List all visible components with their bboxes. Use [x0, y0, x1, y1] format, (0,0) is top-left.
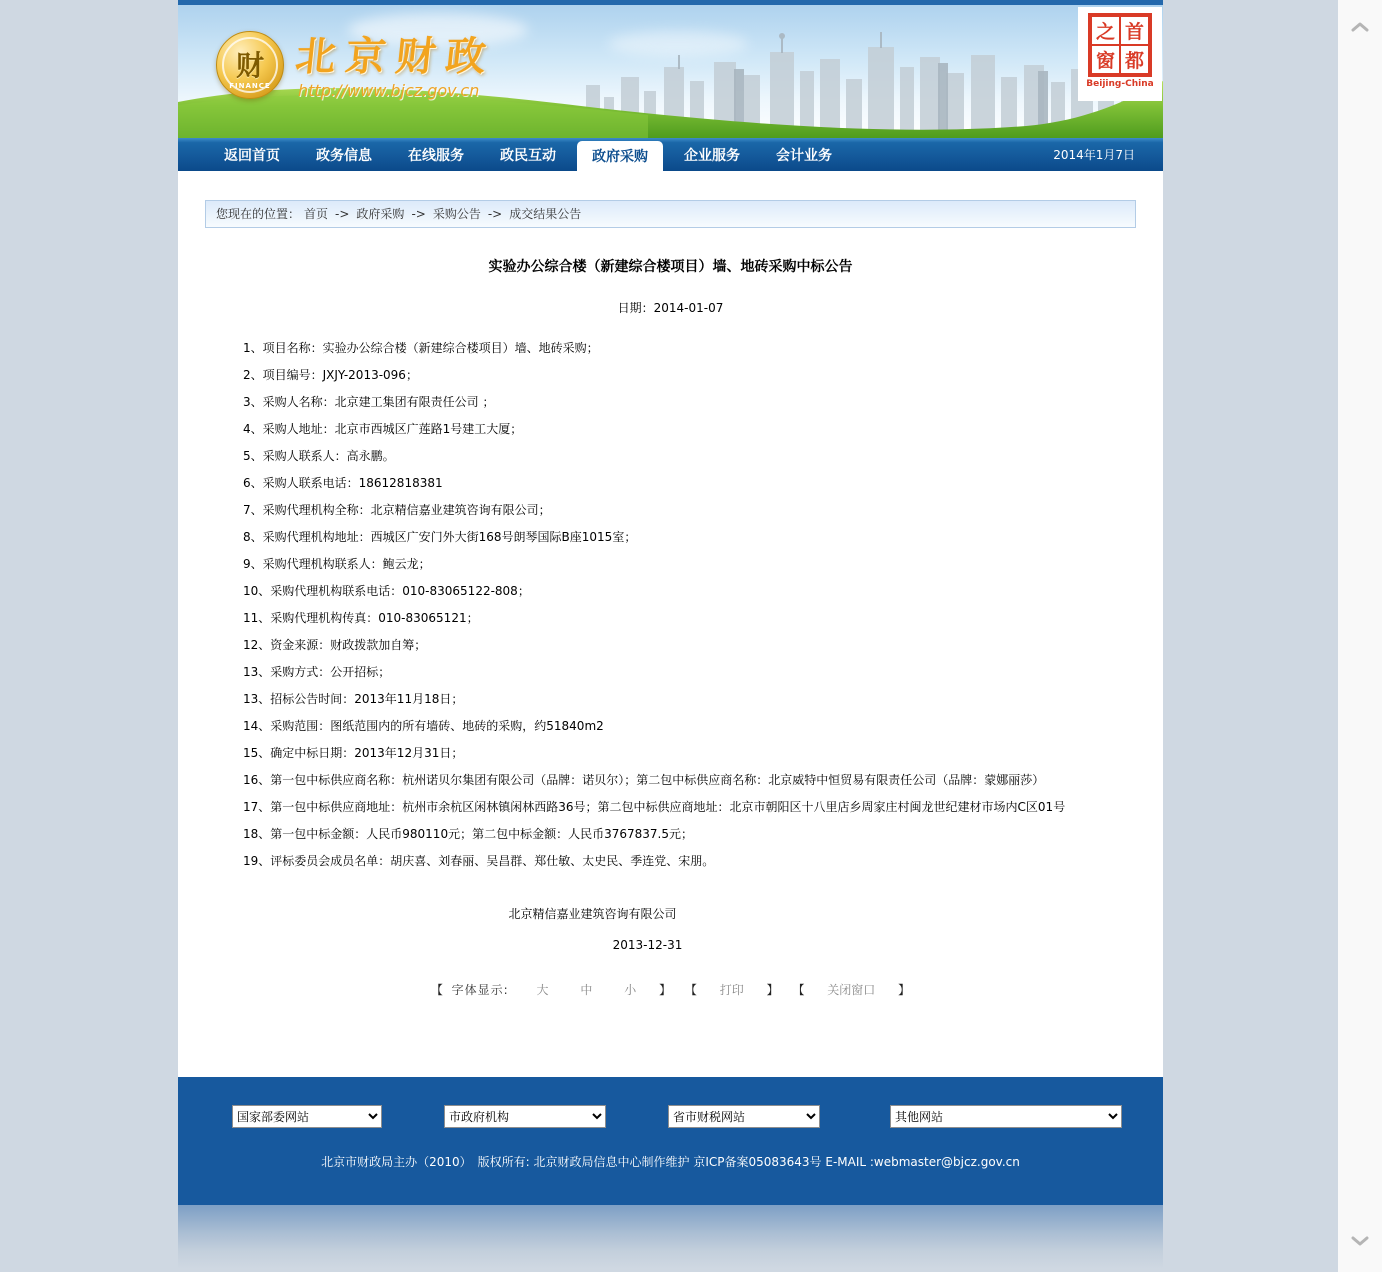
article-line: 13、采购方式：公开招标；	[243, 665, 391, 679]
vertical-scrollbar[interactable]	[1338, 0, 1382, 1272]
footer-site-select[interactable]	[232, 1105, 382, 1128]
article-line: 6、采购人联系电话：18612818381	[243, 476, 443, 490]
footer-link-selects	[178, 1105, 1163, 1129]
font-medium-link[interactable]: 中	[580, 983, 593, 997]
signature-date: 2013-12-31	[612, 938, 683, 952]
article-line: 3、采购人名称：北京建工集团有限责任公司 ；	[243, 395, 495, 409]
nav-item[interactable]: 企业服务	[684, 147, 740, 164]
signature-company: 北京精信嘉业建筑咨询有限公司	[508, 907, 677, 921]
close-window-link[interactable]: 关闭窗口	[827, 983, 876, 997]
article-controls	[178, 981, 1163, 998]
site-url: http://www.bjcz.gov.cn	[298, 81, 480, 100]
article-line: 4、采购人地址：北京市西城区广莲路1号建工大厦；	[243, 422, 523, 436]
breadcrumb-separator: ->	[335, 207, 350, 221]
announcement-article	[178, 199, 1163, 998]
article-line: 1、项目名称：实验办公综合楼（新建综合楼项目）墙、地砖采购；	[243, 341, 599, 355]
footer-copyright: 北京市财政局主办（2010） 版权所有: 北京财政局信息中心制作维护 京ICP备案05083643号 E-MAIL :webmaster@bjcz.gov.cn	[321, 1155, 1020, 1169]
article-line: 17、第一包中标供应商地址：杭州市余杭区闲林镇闲林西路36号；第二包中标供应商地址：北京市朝阳区十八里店乡周家庄村闽龙世纪建材市场内C区01号	[243, 800, 1066, 814]
breadcrumb-prefix: 您现在的位置：	[216, 207, 301, 221]
nav-item[interactable]: 政务信息	[316, 147, 372, 164]
breadcrumb-link[interactable]: 首页	[304, 207, 329, 221]
footer-site-select[interactable]	[890, 1105, 1122, 1128]
article-line: 13、招标公告时间：2013年11月18日；	[243, 692, 464, 706]
seal-caption: Beijing-China	[1086, 79, 1154, 89]
seal-character: 窗	[1091, 45, 1120, 74]
footer-site-select[interactable]	[444, 1105, 606, 1128]
article-line: 2、项目编号：JXJY-2013-096；	[243, 368, 418, 382]
article-line: 15、确定中标日期：2013年12月31日；	[243, 746, 464, 760]
article-line: 8、采购代理机构地址：西城区广安门外大街168号朗琴国际B座1015室；	[243, 530, 637, 544]
footer-site-select[interactable]	[668, 1105, 820, 1128]
nav-item[interactable]: 会计业务	[776, 147, 832, 164]
main-nav	[178, 138, 1163, 171]
nav-item[interactable]: 返回首页	[224, 147, 280, 164]
scroll-up-icon[interactable]	[1338, 10, 1382, 44]
nav-item[interactable]: 在线服务	[408, 147, 464, 164]
font-small-link[interactable]: 小	[624, 983, 637, 997]
scroll-down-icon[interactable]	[1338, 1224, 1382, 1258]
breadcrumb-separator: ->	[411, 207, 426, 221]
breadcrumb-items	[304, 207, 581, 221]
seal-character: 首	[1120, 16, 1149, 45]
finance-logo-character: 财	[235, 49, 264, 82]
print-link[interactable]: 打印	[719, 983, 744, 997]
article-line: 14、采购范围：图纸范围内的所有墙砖、地砖的采购，约51840m2	[243, 719, 604, 733]
article-line: 19、评标委员会成员名单：胡庆喜、刘春丽、吴昌群、郑仕敏、太史民、季连党、宋朋。	[243, 854, 715, 868]
article-line: 18、第一包中标金额：人民币980110元；第二包中标金额：人民币3767837.5元；	[243, 827, 693, 841]
finance-logo-caption: FINANCE	[229, 82, 271, 90]
seal-character: 之	[1091, 16, 1120, 45]
main-content	[178, 171, 1163, 1077]
article-line: 16、第一包中标供应商名称：杭州诺贝尔集团有限公司（品牌：诺贝尔）；第二包中标供应商名称：北京威特中恒贸易有限责任公司（品牌：蒙娜丽莎）	[243, 773, 1045, 787]
finance-logo-medal[interactable]	[216, 31, 284, 99]
page-column	[178, 0, 1163, 1269]
seal-character: 都	[1120, 45, 1149, 74]
breadcrumb-link[interactable]: 采购公告	[432, 207, 481, 221]
article-line: 7、采购代理机构全称：北京精信嘉业建筑咨询有限公司；	[243, 503, 551, 517]
bracket-open: 【	[430, 983, 443, 997]
nav-date: 2014年1月7日	[1053, 148, 1135, 162]
bracket-open: 【	[684, 983, 697, 997]
bracket-close: 】	[898, 983, 911, 997]
nav-item[interactable]: 政民互动	[500, 147, 556, 164]
main-nav-items	[178, 138, 850, 171]
site-footer	[178, 1077, 1163, 1205]
article-body	[178, 335, 1163, 875]
bracket-open: 【	[792, 983, 805, 997]
breadcrumb-link[interactable]: 政府采购	[356, 207, 405, 221]
article-title: 实验办公综合楼（新建综合楼项目）墙、地砖采购中标公告	[488, 259, 853, 275]
article-date: 日期：2014-01-07	[617, 301, 724, 315]
breadcrumb-separator: ->	[487, 207, 503, 221]
footer-reflection-fade	[178, 1205, 1163, 1269]
article-line: 11、采购代理机构传真：010-83065121；	[243, 611, 479, 625]
font-size-label: 字体显示:	[451, 983, 509, 997]
breadcrumb	[205, 200, 1136, 228]
bracket-close: 】	[766, 983, 779, 997]
article-line: 10、采购代理机构联系电话：010-83065122-808；	[243, 584, 530, 598]
capital-window-seal-icon	[1088, 13, 1152, 77]
article-line: 12、资金来源：财政拨款加自筹；	[243, 638, 427, 652]
article-line: 9、采购代理机构联系人：鲍云龙；	[243, 557, 431, 571]
site-title: 北京财政	[293, 34, 499, 80]
site-header-banner	[178, 5, 1163, 138]
font-large-link[interactable]: 大	[536, 983, 549, 997]
article-line: 5、采购人联系人：高永鹏。	[243, 449, 395, 463]
breadcrumb-link[interactable]: 成交结果公告	[509, 207, 582, 221]
capital-window-seal-link[interactable]	[1078, 7, 1162, 101]
nav-item[interactable]: 政府采购	[577, 141, 663, 171]
bracket-close: 】	[659, 983, 672, 997]
